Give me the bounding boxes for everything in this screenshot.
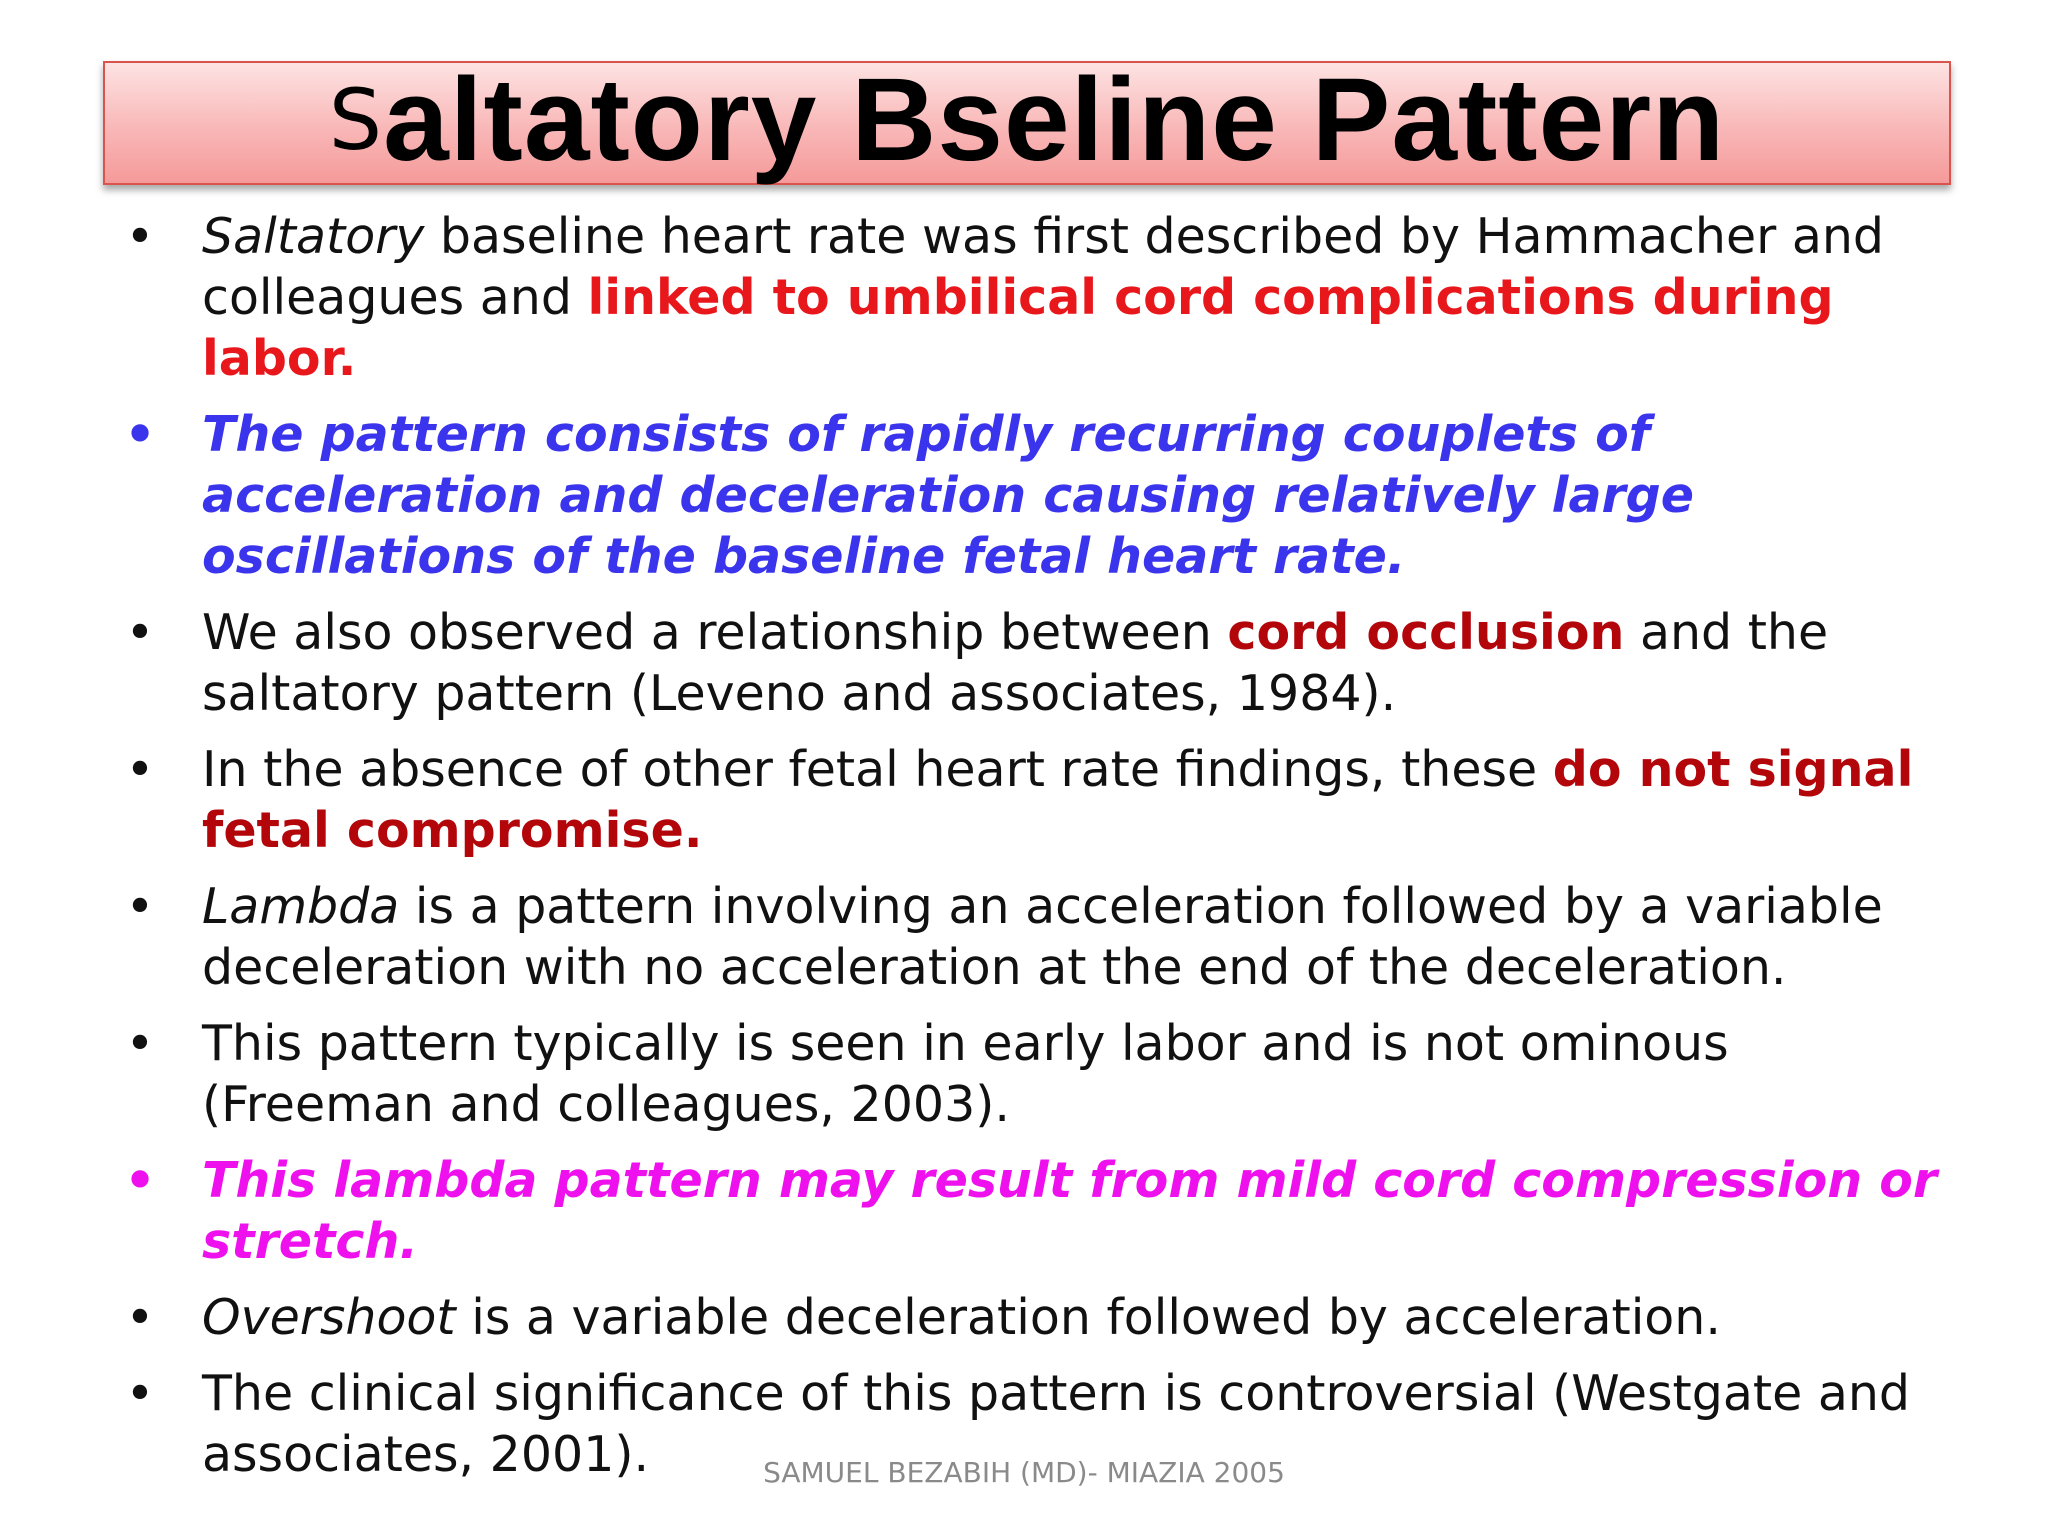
bullet-text: The clinical significance of this pattern is controversial (Westgate and associates, 2001). — [202, 1365, 1911, 1483]
bullet-no-compromise — [120, 739, 1950, 861]
bullet-dot: • — [125, 1015, 155, 1072]
bullet-text: This lambda pattern may result from mild cord compression or stretch. — [202, 1152, 1938, 1270]
bullet-dot: • — [125, 604, 155, 661]
bullet-early-labor — [120, 1013, 1950, 1135]
bullet-dot: • — [125, 208, 155, 265]
bullet-text: We also observed a relationship between — [202, 604, 1228, 661]
bullet-lambda-cause — [120, 1150, 1950, 1272]
slide-footer: SAMUEL BEZABIH (MD)- MIAZIA 2005 — [763, 1456, 1285, 1489]
bullet-text: baseline heart rate was first described by Hammacher and colleagues and — [202, 208, 1885, 326]
bullet-text: is a pattern involving an acceleration followed by a variable deceleration with no acceleration at the end of the deceleration. — [202, 878, 1883, 996]
bullet-pattern-description — [120, 404, 1950, 587]
slide-title — [103, 54, 1951, 186]
bullet-text: In the absence of other fetal heart rate findings, these — [202, 741, 1553, 798]
bullet-dot: • — [124, 406, 156, 463]
bullet-text: is a variable deceleration followed by acceleration. — [455, 1289, 1721, 1346]
bullet-overshoot — [120, 1287, 1950, 1348]
bullet-text: This pattern typically is seen in early labor and is not ominous (Freeman and colleagues, 2003). — [202, 1015, 1729, 1133]
bullet-text-after: and the saltatory pattern (Leveno and associates, 1984). — [202, 604, 1829, 722]
bullet-cord-occlusion — [120, 602, 1950, 724]
bullet-dot: • — [125, 741, 155, 798]
bullet-dot: • — [125, 878, 155, 935]
term-saltatory: Saltatory — [202, 208, 425, 265]
emphasis-cord-occlusion: cord occlusion — [1227, 604, 1625, 661]
title-first-letter: S — [328, 71, 384, 169]
bullet-dot: • — [125, 1289, 155, 1346]
term-lambda: Lambda — [202, 878, 400, 935]
bullet-text: The pattern consists of rapidly recurring couplets of acceleration and deceleration causing relatively large oscillations of the baseline fetal heart rate. — [202, 406, 1694, 585]
term-overshoot: Overshoot — [202, 1289, 456, 1346]
bullet-lambda — [120, 876, 1950, 998]
bullet-saltatory-origin — [120, 206, 1950, 389]
emphasis-cord-complications: linked to umbilical cord complications during labor. — [202, 269, 1834, 387]
bullet-dot: • — [124, 1152, 156, 1209]
emphasis-no-compromise: do not signal fetal compromise. — [202, 741, 1914, 859]
bullet-dot: • — [125, 1365, 155, 1422]
bullet-list — [120, 206, 1950, 1500]
title-rest: altatory Bseline Pattern — [383, 54, 1726, 186]
